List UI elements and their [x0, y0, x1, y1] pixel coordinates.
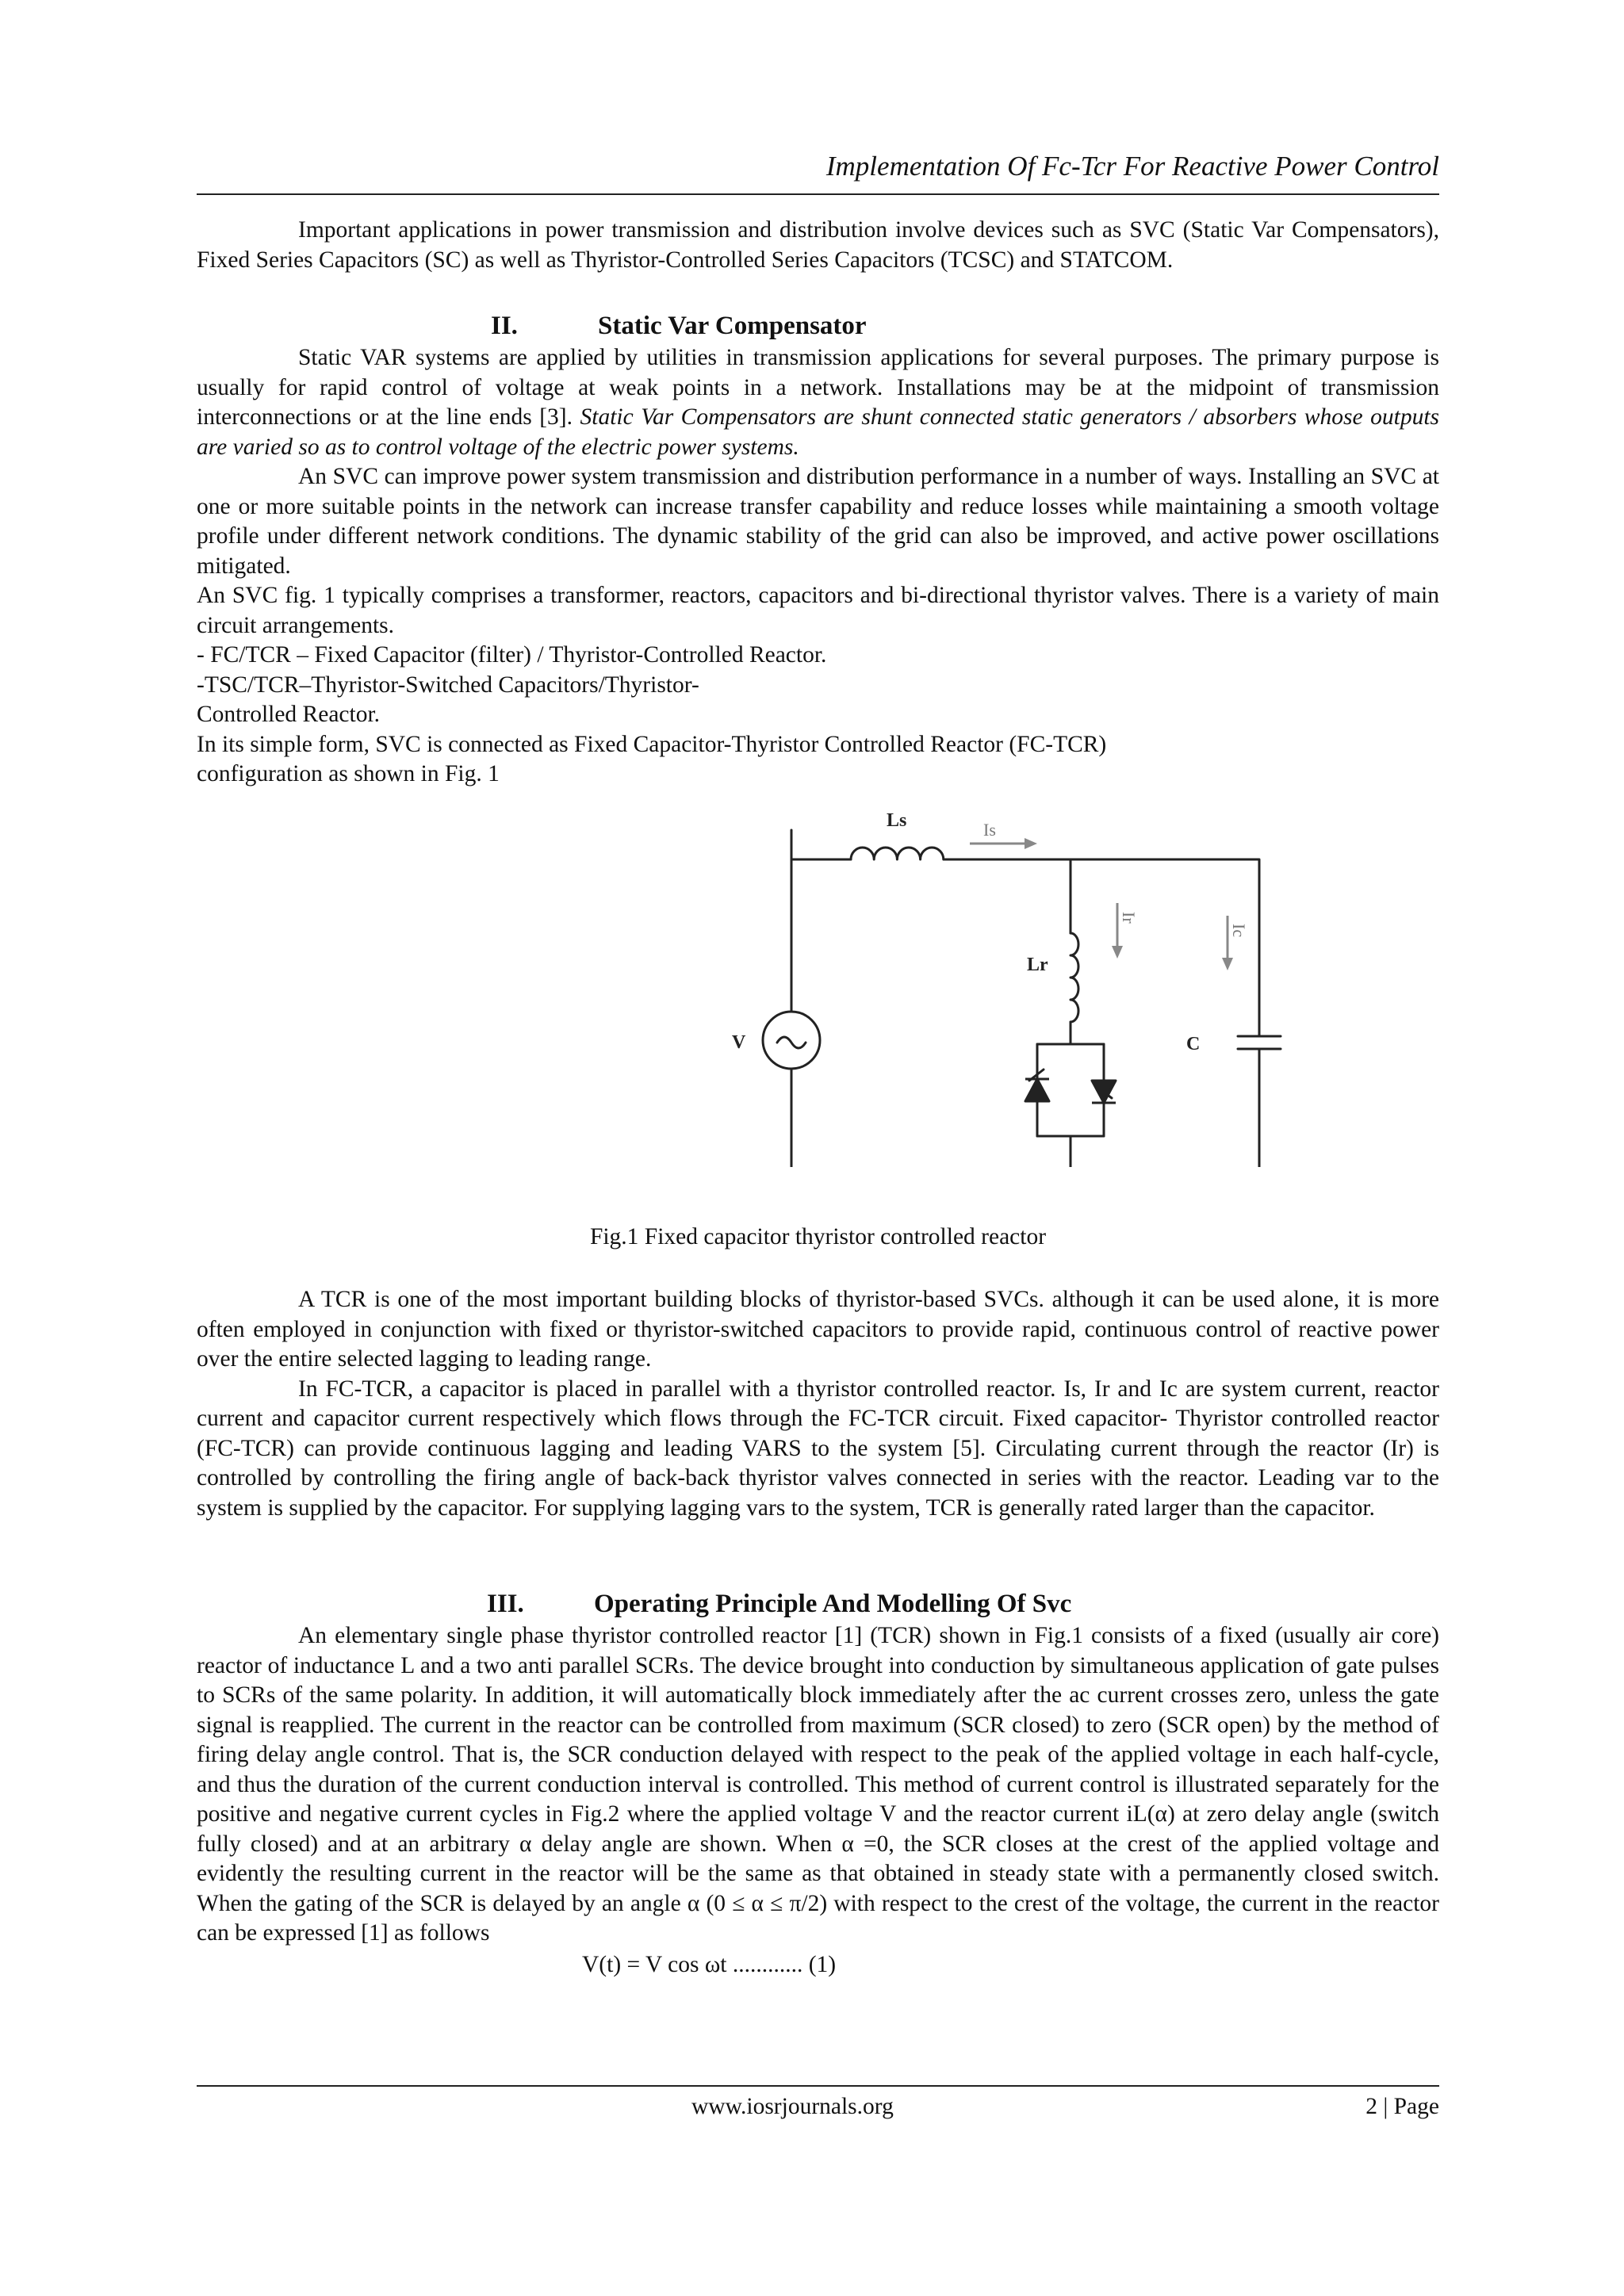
list-item: - FC/TCR – Fixed Capacitor (filter) / Thyristor-Controlled Reactor.: [197, 642, 827, 668]
paragraph: An elementary single phase thyristor controlled reactor [1] (TCR) shown in Fig.1 consists of a fixed (usually air core) reactor of inductance L and a two anti parallel SCRs. The device brought into conduction by simultaneous application of gate pulses to SCRs of the same polarity. In addition, it will automatically block immediately after the ac current crosses zero, unless the gate signal is reapplied. The current in the reactor can be controlled from maximum (SCR closed) to zero (SCR open) by the method of firing delay angle control. That is, the SCR conduction delayed with respect to the peak of the applied voltage in each half-cycle, and thus the duration of the current conduction interval is controlled. This method of current control is illustrated separately for the positive and negative current cycles in Fig.2 where the applied voltage V and the reactor current iL(α) at zero delay angle (switch fully closed) and at an arbitrary α delay angle are shown. When α =0, the SCR closes at the crest of the applied voltage and evidently the resulting current in the reactor will be the same as that obtained in steady state with a permanently closed switch. When the gating of the SCR is delayed by an angle α (0 ≤ α ≤ π/2) with respect to the crest of the voltage, the current in the reactor can be expressed [1] as follows: [197, 1623, 1439, 1946]
paragraph-line: In its simple form, SVC is connected as Fixed Capacitor-Thyristor Controlled Reactor (FC-TCR): [197, 731, 1107, 757]
paragraph: An SVC can improve power system transmission and distribution performance in a number of ways. Installing an SVC at one or more suitable points in the network can increase transfer capability and reduce losses while maintaining a smooth voltage profile under different network conditions. The dynamic stability of the grid can also be improved, and active power oscillations mitigated.: [197, 464, 1439, 579]
figure-1: [197, 794, 1439, 1191]
label-ls: Ls: [887, 809, 907, 831]
footer-page-number: 2 | Page: [1365, 2094, 1439, 2119]
header-rule: [197, 193, 1439, 195]
body-text: [197, 216, 1439, 1980]
footer-rule: [197, 2085, 1439, 2087]
section-title: Operating Principle And Modelling Of Svc: [594, 1590, 1072, 1618]
section-title: Static Var Compensator: [598, 312, 867, 340]
fc-tcr-circuit-diagram: [530, 794, 1291, 1167]
paragraph-line: configuration as shown in Fig. 1: [197, 761, 500, 786]
paragraph: An SVC fig. 1 typically comprises a transformer, reactors, capacitors and bi-directional thyristor valves. There is a variety of main circuit arrangements.: [197, 583, 1439, 638]
list-item-continuation: Controlled Reactor.: [197, 702, 381, 727]
section-heading-2: [197, 308, 1439, 343]
list-item: -TSC/TCR–Thyristor-Switched Capacitors/Thyristor-: [197, 672, 699, 698]
section-number: II.: [491, 312, 518, 340]
paragraph: [197, 343, 1439, 462]
label-is: Is: [983, 819, 996, 840]
equation-1: V(t) = V cos ωt ............ (1): [582, 1951, 837, 1977]
paragraph: In FC-TCR, a capacitor is placed in parallel with a thyristor controlled reactor. Is, Ir and Ic are system current, reactor current and capacitor current respectively which flows through the FC-TCR circuit. Fixed capacitor- Thyristor controlled reactor (FC-TCR) can provide continuous lagging and leading VARS to the system [5]. Circulating current through the reactor (Ir) is controlled by controlling the firing angle of back-back thyristor valves connected in series with the reactor. Leading var to the system is supplied by the capacitor. For supplying lagging vars to the system, TCR is generally rated larger than the capacitor.: [197, 1376, 1439, 1521]
paragraph-italic-text: Static Var Compensators are shunt connected static generators / absorbers whose outputs are varied so as to control voltage of the electric power systems.: [197, 404, 1439, 460]
label-c: C: [1186, 1033, 1201, 1054]
label-v: V: [732, 1031, 746, 1053]
footer-url: www.iosrjournals.org: [691, 2094, 894, 2119]
section-number: III.: [487, 1590, 524, 1618]
paragraph: A TCR is one of the most important building blocks of thyristor-based SVCs. although it can be used alone, it is more often employed in conjunction with fixed or thyristor-switched capacitors to provide rapid, continuous control of reactive power over the entire selected lagging to leading range.: [197, 1287, 1439, 1372]
label-lr: Lr: [1027, 954, 1048, 975]
label-ic: Ic: [1229, 923, 1249, 937]
running-title: Implementation Of Fc-Tcr For Reactive Power Control: [825, 151, 1439, 182]
paragraph-text: Static VAR systems are applied by utilities in transmission applications for several purposes. The primary purpose is usually for rapid control of voltage at weak points in a network. Installations may be at the midpoint of transmission interconnections or at the line ends [3].: [197, 345, 1439, 430]
section-heading-3: [197, 1586, 1439, 1621]
figure-caption: Fig.1 Fixed capacitor thyristor controlled reactor: [589, 1223, 1047, 1249]
intro-paragraph: Important applications in power transmission and distribution involve devices such as SVC (Static Var Compensators), Fixed Series Capacitors (SC) as well as Thyristor-Controlled Series Capacitors (TCSC) and STATCOM.: [197, 217, 1439, 273]
label-ir: Ir: [1119, 911, 1139, 924]
